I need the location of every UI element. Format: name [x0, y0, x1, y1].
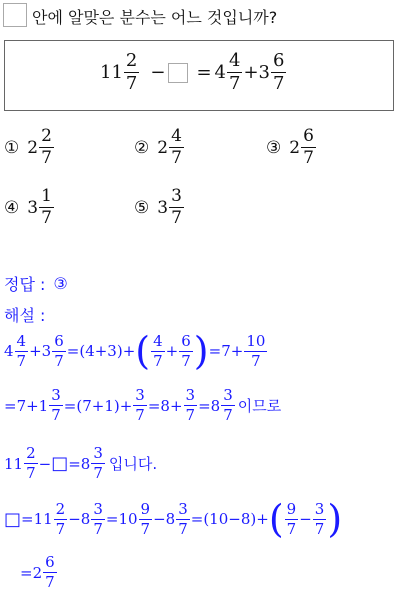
- choice-fraction: $\frac{3}{7}$: [171, 186, 182, 228]
- choice-fraction: $\frac{6}{7}$: [303, 126, 314, 168]
- equation-whole: 3: [258, 62, 270, 83]
- choice-fraction: $\frac{4}{7}$: [171, 126, 182, 168]
- equation-fraction: $\frac{4}{7}$: [229, 50, 241, 94]
- choice-whole: 3: [157, 197, 169, 218]
- choice-4[interactable]: [4, 188, 55, 227]
- explanation-line-5: =2 $\frac{6}{7}$: [20, 553, 55, 591]
- explanation-line-3: 11 $\frac{2}{7}$ − □ =8 $\frac{3}{7}$ 입니다.: [4, 444, 158, 482]
- choice-mark: ⑤: [134, 197, 150, 218]
- choice-mark: ③: [266, 137, 282, 158]
- equation-fraction: $\frac{6}{7}$: [273, 50, 285, 94]
- equation-whole: 4: [214, 62, 226, 83]
- equals-sign: =: [196, 62, 212, 83]
- equation: [100, 52, 287, 93]
- choice-1[interactable]: [4, 128, 55, 167]
- answer-label: 정답 :: [4, 275, 46, 294]
- choice-fraction: $\frac{1}{7}$: [41, 186, 52, 228]
- choice-mark: ④: [4, 197, 20, 218]
- answer-value: ③: [53, 274, 68, 293]
- equation-fraction: $\frac{2}{7}$: [125, 50, 138, 94]
- minus-sign: −: [150, 62, 166, 83]
- answer: [4, 272, 68, 295]
- question-text: 안에 알맞은 분수는 어느 것입니까?: [32, 8, 278, 27]
- answer-blank-icon: [3, 3, 27, 27]
- explanation-line-2: =7+1 $\frac{3}{7}$ =(7+1)+ $\frac{3}{7}$ =8+ $\frac{3}{7}$ =8 $\frac{3}{7}$ 이므로: [4, 386, 282, 424]
- choice-5[interactable]: [134, 188, 185, 227]
- explanation-line-1: 4 $\frac{4}{7}$ + 3 $\frac{6}{7}$ = (4+3)+ ( $\frac{4}{7}$ + $\frac{6}{7}$ ) = 7+ $\frac{10}{7}$: [4, 329, 266, 373]
- explanation-label: 해설 :: [4, 306, 46, 325]
- choice-fraction: $\frac{2}{7}$: [41, 126, 52, 168]
- choice-mark: ①: [4, 137, 20, 158]
- choice-2[interactable]: [134, 128, 185, 167]
- choice-whole: 2: [157, 137, 169, 158]
- choice-whole: 2: [27, 137, 39, 158]
- choice-whole: 3: [27, 197, 39, 218]
- explanation-line-4: □ =11 $\frac{2}{7}$ −8 $\frac{3}{7}$ =10 $\frac{9}{7}$ −8 $\frac{3}{7}$ =(10−8)+ ( $\frac{9}{7}$ − $\frac{3}{7}$ ): [4, 497, 343, 541]
- answer-blank-box[interactable]: [168, 63, 188, 83]
- choice-mark: ②: [134, 137, 150, 158]
- choice-3[interactable]: [266, 128, 317, 167]
- choice-whole: 2: [289, 137, 301, 158]
- equation-whole: 11: [100, 62, 123, 83]
- plus-sign: +: [243, 62, 259, 83]
